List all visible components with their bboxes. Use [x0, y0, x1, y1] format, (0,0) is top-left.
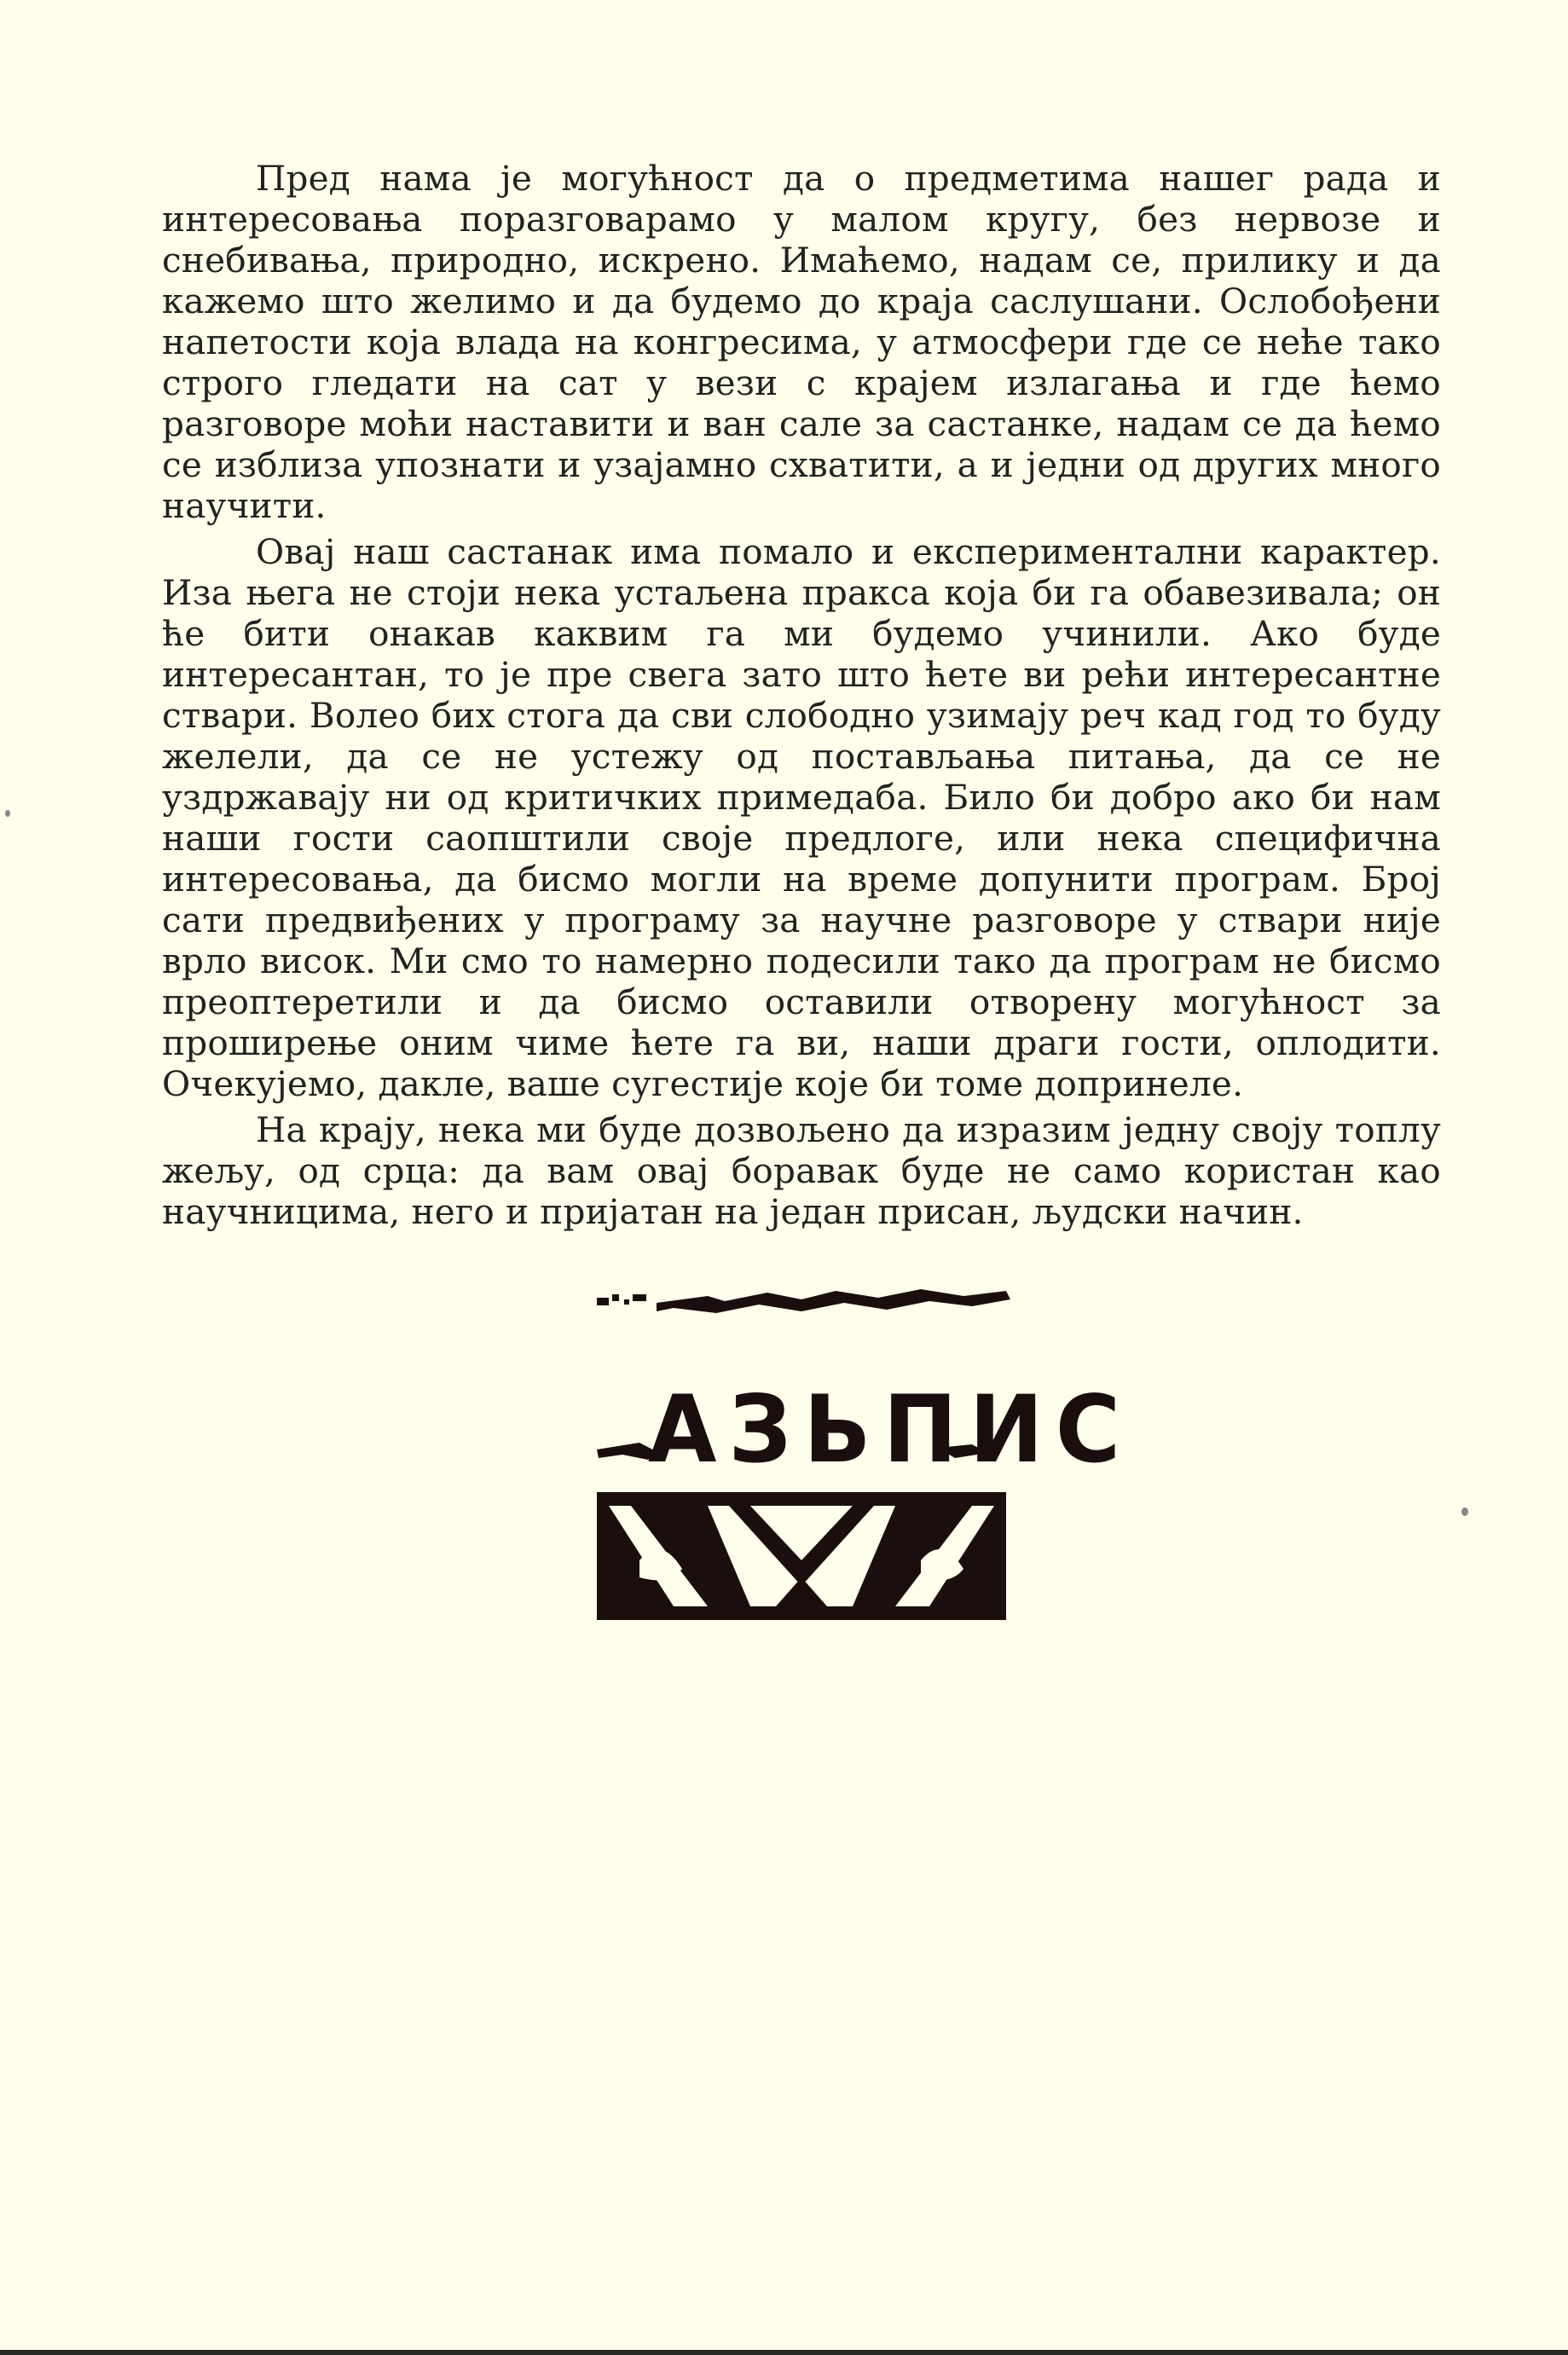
- paragraph-3: На крају, нека ми буде дозвољено да изразим једну своју топлу жељу, од срца: да вам овај боравак буде не само користан као научницима, него и пријатан на један присан, људски начин.: [162, 1109, 1441, 1232]
- ornament-top-bar: [597, 1289, 1010, 1313]
- paper-speck: [1461, 1507, 1468, 1516]
- page-bottom-edge: [0, 2350, 1568, 2355]
- paragraph-1: Пред нама је могућност да о предметима нашег рада и интересовања поразговарамо у малом кругу, без нервозе и снебивања, природно, искрено. Имаћемо, надам се, прилику и да кажемо што желимо и да будемо до краја саслушани. Ослобођени напетости која влада на конгресима, у атмосфери где се неће тако строго гледати на сат у вези с крајем излагања и где ћемо разговоре моћи наставити и ван сале за састанке, надам се да ћемо се изблиза упознати и узајамно схватити, а и једни од других много научити.: [162, 158, 1441, 526]
- ornament-bottom-band: [597, 1492, 1006, 1620]
- paper-speck: [5, 810, 10, 817]
- body-text: [162, 158, 1441, 1237]
- ornament-logo-text: АЗЬПИС: [648, 1374, 1133, 1484]
- paragraph-2: Овај наш састанак има помало и експериментални карактер. Иза њега не стоји нека устаљена пракса која би га обавезивала; он ће бити онакав каквим га ми будемо учинили. Ако буде интересантан, то је пре свега зато што ћете ви рећи интересантне ствари. Волео бих стога да сви слободно узимају реч кад год то буду желели, да се не устежу од постављања питања, да се не уздржавају ни од критичких примедаба. Било би добро ако би нам наши гости саопштили своје предлоге, или нека специфична интересовања, да бисмо могли на време допунити програм. Број сати предвиђених у програму за научне разговоре у ствари није врло висок. Ми смо то намерно подесили тако да програм не бисмо преоптеретили и да бисмо оставили отворену могућност за проширење оним чиме ћете га ви, наши драги гости, оплодити. Очекујемо, дакле, ваше сугестије које би томе допринеле.: [162, 531, 1441, 1104]
